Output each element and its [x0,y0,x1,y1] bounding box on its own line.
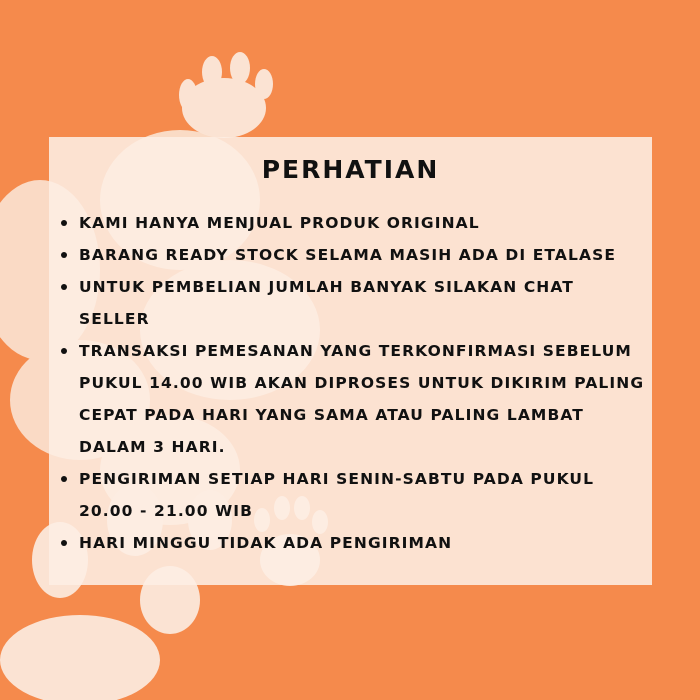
list-item-text: KAMI HANYA MENJUAL PRODUK ORIGINAL [79,214,480,232]
list-item [57,335,647,463]
bullet-icon [61,252,67,258]
list-item-text: PENGIRIMAN SETIAP HARI SENIN-SABTU PADA PUKUL 20.00 - 21.00 WIB [79,470,595,520]
list-item-text: BARANG READY STOCK SELAMA MASIH ADA DI ETALASE [79,246,617,264]
bullet-icon [61,220,67,226]
bullet-icon [61,540,67,546]
list-item [57,271,647,335]
list-item-text: UNTUK PEMBELIAN JUMLAH BANYAK SILAKAN CHAT SELLER [79,278,574,328]
bullet-icon [61,476,67,482]
list-item-text: HARI MINGGU TIDAK ADA PENGIRIMAN [79,534,453,552]
bullet-icon [61,348,67,354]
list-item-text: TRANSAKSI PEMESANAN YANG TERKONFIRMASI SEBELUM PUKUL 14.00 WIB AKAN DIPROSES UNTUK DIKIRIM PALING CEPAT PADA HARI YANG SAMA ATAU PALING LAMBAT DALAM 3 HARI. [79,342,645,456]
bullet-icon [61,284,67,290]
list-item [57,239,647,271]
list-item [57,527,647,559]
notice-card [49,137,652,585]
list-item [57,207,647,239]
notice-list [57,207,647,559]
list-item [57,463,647,527]
notice-title: PERHATIAN [261,155,440,184]
paw-print-icon [179,52,273,138]
